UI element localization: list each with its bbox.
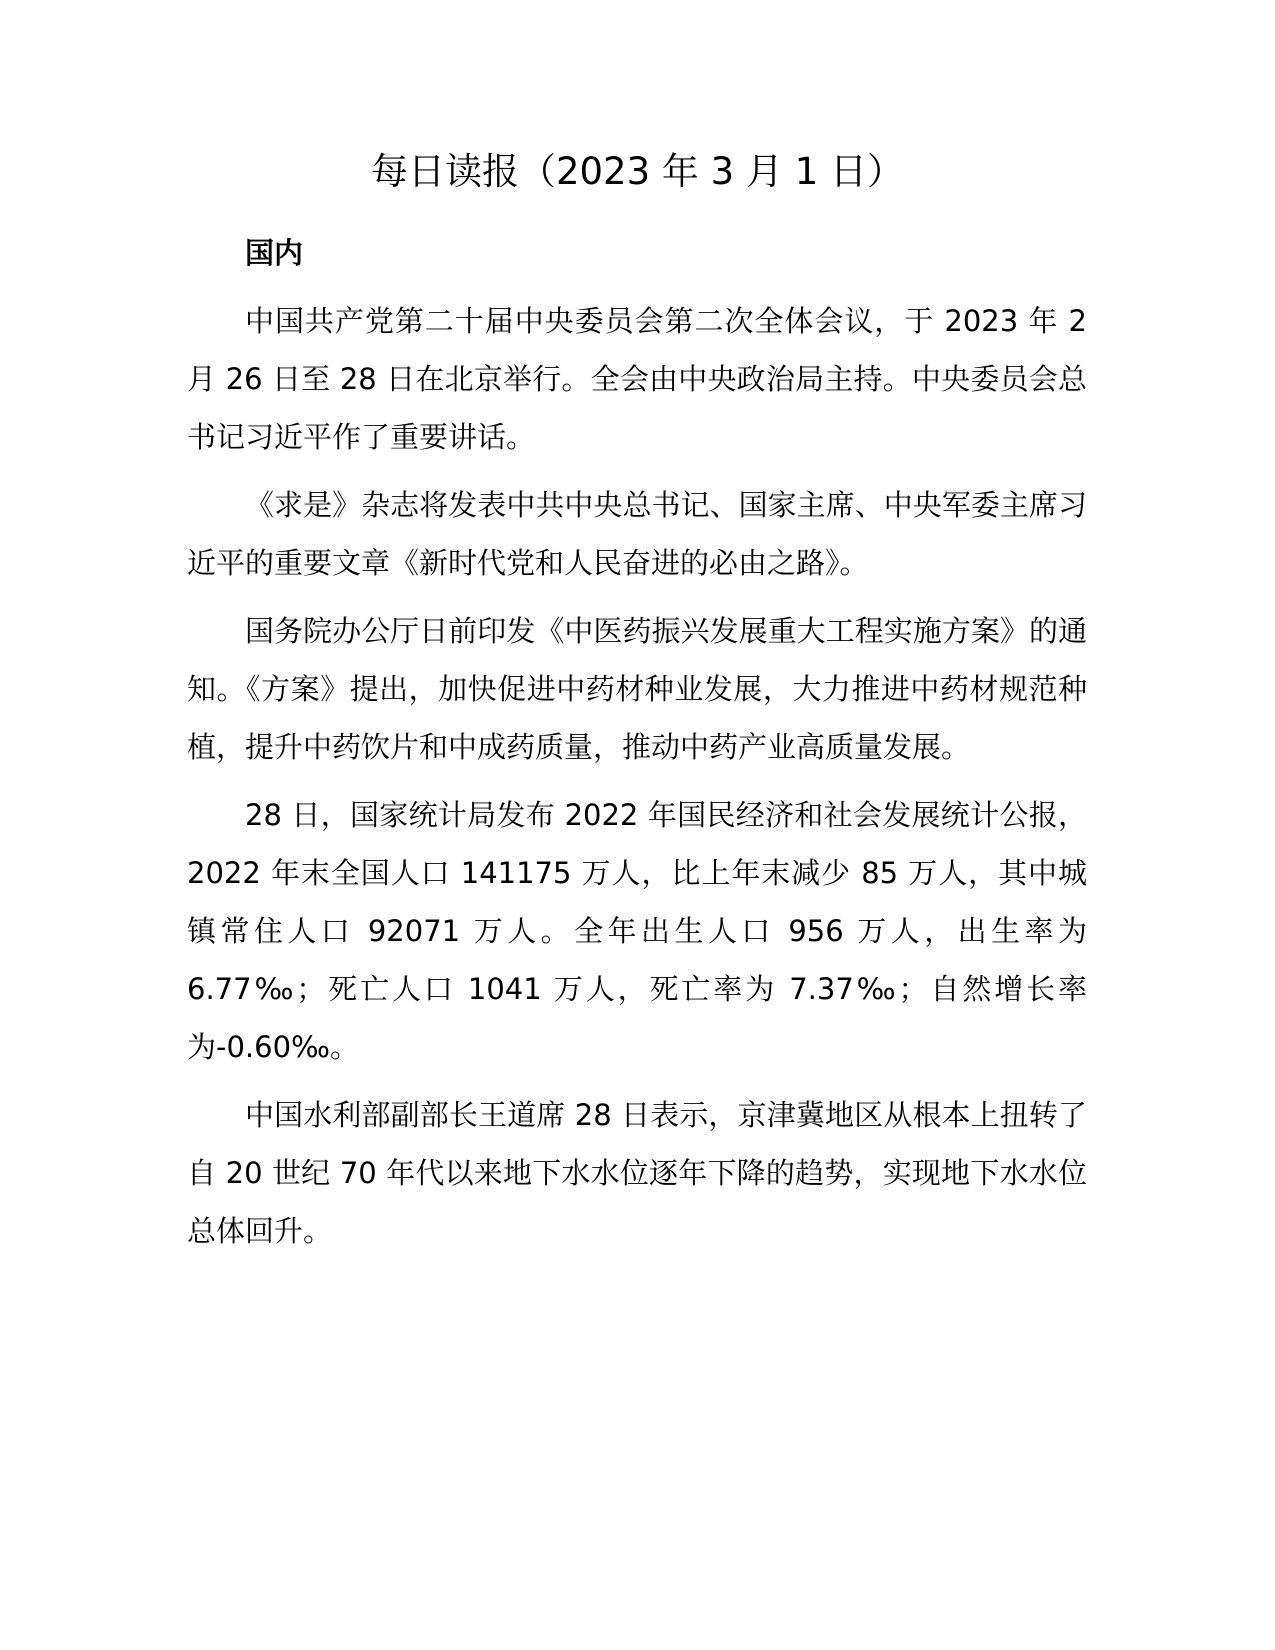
paragraph-tcm-plan: 国务院办公厅日前印发《中医药振兴发展重大工程实施方案》的通知。《方案》提出，加快促进中药材种业发展，大力推进中药材规范种植，提升中药饮片和中成药质量，推动中药产业高质量发展。 xyxy=(187,614,1087,764)
paragraph-qiushi-article: 《求是》杂志将发表中共中央总书记、国家主席、中央军委主席习近平的重要文章《新时代党和人民奋进的必由之路》。 xyxy=(187,488,1087,580)
paragraph-statistics-bulletin: 28 日，国家统计局发布 2022 年国民经济和社会发展统计公报，2022 年末全国人口 141175 万人，比上年末减少 85 万人，其中城镇常住人口 92071 万人。全年出生人口 956 万人，出生率为 6.77‰；死亡人口 1041 万人，死亡率为 7.37‰；自然增长率为-0.60‰。 xyxy=(187,798,1087,1064)
document-title: 每日读报（2023 年 3 月 1 日） xyxy=(370,150,905,193)
paragraph-plenary-session: 中国共产党第二十届中央委员会第二次全体会议，于 2023 年 2 月 26 日至 28 日在北京举行。全会由中央政治局主持。中央委员会总书记习近平作了重要讲话。 xyxy=(187,304,1087,454)
document-body xyxy=(187,224,1087,1260)
section-heading: 国内 xyxy=(245,236,304,270)
paragraph-groundwater: 中国水利部副部长王道席 28 日表示，京津冀地区从根本上扭转了自 20 世纪 70 年代以来地下水水位逐年下降的趋势，实现地下水水位总体回升。 xyxy=(187,1098,1087,1248)
